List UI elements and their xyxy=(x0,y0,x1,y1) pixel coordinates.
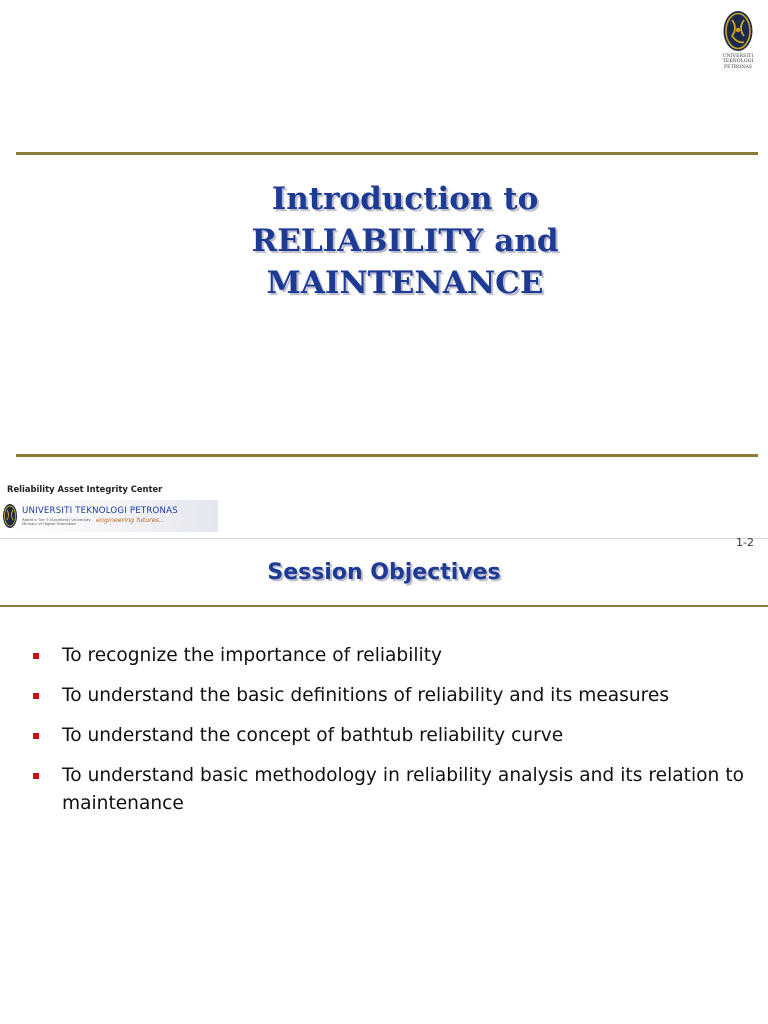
top-divider xyxy=(16,152,758,155)
utp-banner xyxy=(0,500,218,532)
objective-text: To understand the concept of bathtub reliability curve xyxy=(62,725,564,746)
red-square-bullet-icon xyxy=(33,653,39,659)
slide-title xyxy=(0,178,768,304)
list-item xyxy=(30,642,744,670)
list-item xyxy=(30,762,744,818)
university-tagline xyxy=(22,518,91,527)
page-number: 1-2 xyxy=(736,536,754,549)
objective-text: To recognize the importance of reliability xyxy=(62,645,443,666)
objective-text: To understand basic methodology in reliability analysis and its relation to maintenance xyxy=(62,765,744,814)
red-square-bullet-icon xyxy=(33,693,39,699)
university-name: UNIVERSITI TEKNOLOGI PETRONAS xyxy=(22,506,178,516)
university-slogan: engineering futures... xyxy=(96,516,166,524)
bottom-divider xyxy=(16,454,758,457)
crest-wordmark xyxy=(718,54,758,70)
section-title: Session Objectives xyxy=(267,560,501,585)
red-square-bullet-icon xyxy=(33,773,39,779)
red-square-bullet-icon xyxy=(33,733,39,739)
tagline-line: Ministry of Higher Education xyxy=(22,521,76,527)
crest-line: PETRONAS xyxy=(723,64,753,70)
title-line: Introduction to xyxy=(271,181,539,217)
tagline-line: Rated a Tier 5 (Excellent) University xyxy=(22,517,91,522)
crest-line: UNIVERSITI xyxy=(722,54,754,59)
section-divider xyxy=(0,605,768,607)
utp-crest-icon xyxy=(718,8,758,54)
crest-line: TEKNOLOGI xyxy=(722,59,754,65)
utp-crest-logo xyxy=(718,8,758,76)
title-line: RELIABILITY and xyxy=(251,223,559,259)
title-line: MAINTENANCE xyxy=(266,265,544,301)
center-label: Reliability Asset Integrity Center xyxy=(7,484,163,494)
objective-text: To understand the basic definitions of reliability and its measures xyxy=(62,685,670,706)
utp-mini-crest-icon xyxy=(2,502,18,530)
slide-separator xyxy=(0,538,768,539)
list-item xyxy=(30,722,744,750)
objectives-list xyxy=(30,642,744,830)
list-item xyxy=(30,682,744,710)
